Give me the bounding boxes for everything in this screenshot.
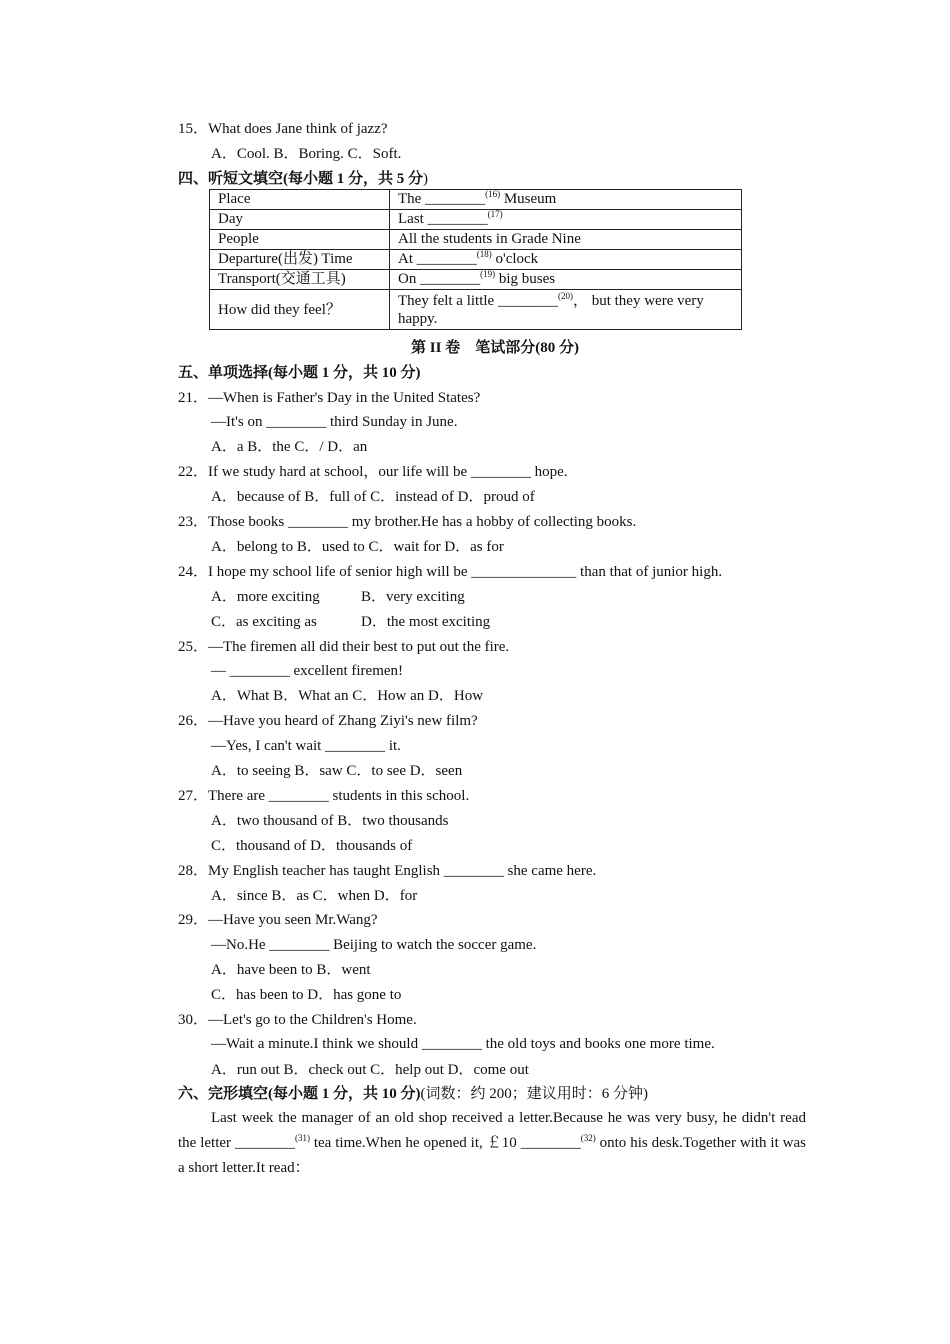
cell-text: o'clock: [491, 251, 539, 267]
cell-text: Last ________: [398, 211, 488, 227]
question-26-stem: 26．—Have you heard of Zhang Ziyi's new film?: [178, 713, 478, 729]
row-label: Day: [210, 210, 390, 230]
question-26-line2: —Yes, I can't wait ________ it.: [211, 738, 401, 754]
question-25-line2: — ________ excellent firemen!: [211, 663, 404, 679]
question-26-options: A．to seeing B．saw C．to see D．seen: [211, 763, 463, 779]
question-30-options: A．run out B．check out C．help out D．come out: [211, 1062, 529, 1078]
question-29-options-ab: A．have been to B．went: [211, 962, 371, 978]
cloze-text-1: Last week the manager of an old shop received a letter.Because he was very busy, he didn't read the letter ________: [178, 1110, 806, 1151]
question-24-options-cd: [211, 612, 490, 632]
option-a: A．more exciting: [211, 589, 320, 605]
part-2-title: 第 II 卷 笔试部分(80 分): [411, 340, 579, 356]
question-22-options: A．because of B．full of C．instead of D．proud of: [211, 489, 535, 505]
question-28-stem: 28．My English teacher has taught English ________ she came here.: [178, 863, 597, 879]
question-30-stem: 30．—Let's go to the Children's Home.: [178, 1012, 417, 1028]
section-5-title: 五、单项选择(每小题 1 分，共 10 分): [178, 365, 421, 381]
table-row: [210, 270, 742, 290]
section-4-title-text: 四、听短文填空(每小题 1 分，共 5 分: [178, 171, 423, 187]
question-24-stem: 24．I hope my school life of senior high will be ______________ than that of junior high.: [178, 564, 723, 580]
table-row: [210, 190, 742, 210]
section-6-title-note: (词数：约 200；建议用时：6 分钟): [420, 1086, 648, 1102]
blank-number: (19): [480, 269, 496, 279]
table-row: [210, 230, 742, 250]
question-27-options-cd: C．thousand of D．thousands of: [211, 838, 413, 854]
section-6-title-text: 六、完形填空(每小题 1 分，共 10 分): [178, 1086, 421, 1102]
cloze-text-2: tea time.When he opened it, ￡10 ________: [309, 1135, 581, 1151]
question-28-options: A．since B．as C．when D．for: [211, 888, 418, 904]
question-15-options: A．Cool. B．Boring. C．Soft.: [211, 146, 402, 162]
cell-text: Museum: [500, 191, 557, 207]
listening-table: [209, 189, 742, 330]
cell-text: All the students in Grade Nine: [398, 231, 581, 247]
question-21-stem: 21．—When is Father's Day in the United States?: [178, 390, 481, 406]
question-27-options-ab: A．two thousand of B．two thousands: [211, 813, 449, 829]
row-label: How did they feel？: [210, 290, 390, 330]
option-c: C．as exciting as: [211, 614, 317, 630]
blank-number: (18): [476, 249, 492, 259]
row-value: [390, 190, 742, 210]
row-label: Departure(出发) Time: [210, 250, 390, 270]
cell-text: ， but they were very happy.: [398, 292, 704, 327]
cloze-paragraph: [178, 1106, 806, 1181]
question-21-line2: —It's on ________ third Sunday in June.: [211, 414, 458, 430]
row-value: [390, 210, 742, 230]
question-29-options-cd: C．has been to D．has gone to: [211, 987, 402, 1003]
section-6-title: [178, 1084, 648, 1104]
blank-number-32: (32): [580, 1133, 596, 1143]
blank-number: (16): [485, 189, 501, 199]
question-30-line2: —Wait a minute.I think we should ________ the old toys and books one more time.: [211, 1036, 715, 1052]
question-25-options: A．What B．What an C．How an D．How: [211, 688, 484, 704]
cell-text: On ________: [398, 271, 481, 287]
row-value: [390, 290, 742, 330]
row-value: [390, 250, 742, 270]
question-25-stem: 25．—The firemen all did their best to put out the fire.: [178, 639, 510, 655]
table-row: [210, 290, 742, 330]
row-value: [390, 270, 742, 290]
section-4-title-tail: ): [423, 171, 428, 187]
question-29-stem: 29．—Have you seen Mr.Wang?: [178, 912, 378, 928]
option-d: D．the most exciting: [361, 614, 491, 630]
row-label: People: [210, 230, 390, 250]
cell-text: They felt a little ________: [398, 292, 558, 309]
question-21-options: A．a B．the C．/ D．an: [211, 439, 368, 455]
cloze-text-3: onto his desk.Together with it was a short letter.It read：: [178, 1135, 806, 1176]
row-label: Transport(交通工具): [210, 270, 390, 290]
row-label: Place: [210, 190, 390, 210]
question-15-stem: 15．What does Jane think of jazz?: [178, 121, 388, 137]
question-27-stem: 27．There are ________ students in this school.: [178, 788, 470, 804]
table-row: [210, 210, 742, 230]
blank-number: (17): [487, 209, 503, 219]
row-value: [390, 230, 742, 250]
question-29-line2: —No.He ________ Beijing to watch the soccer game.: [211, 937, 537, 953]
option-b: B．very exciting: [361, 589, 465, 605]
table-row: [210, 250, 742, 270]
question-23-options: A．belong to B．used to C．wait for D．as for: [211, 539, 504, 555]
question-22-stem: 22．If we study hard at school，our life will be ________ hope.: [178, 464, 568, 480]
cell-text: The ________: [398, 191, 486, 207]
section-4-title: [178, 169, 428, 189]
question-23-stem: 23．Those books ________ my brother.He has a hobby of collecting books.: [178, 514, 637, 530]
cell-text: big buses: [495, 271, 556, 287]
question-24-options-ab: [211, 587, 465, 607]
blank-number-31: (31): [294, 1133, 310, 1143]
blank-number: (20): [557, 290, 573, 301]
cell-text: At ________: [398, 251, 477, 267]
